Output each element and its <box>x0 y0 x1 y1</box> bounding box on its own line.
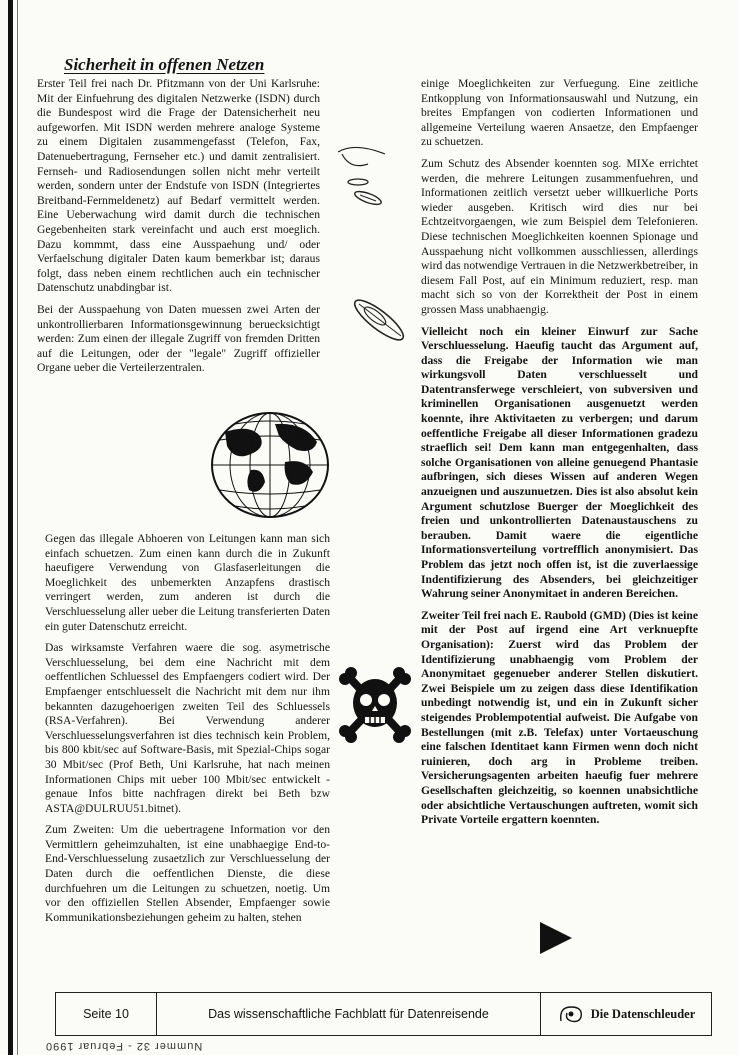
binding-line-thin <box>17 0 18 1055</box>
footer-bar <box>55 992 712 1036</box>
chaos-knot-icon <box>557 1003 585 1025</box>
ufo-icon <box>330 140 400 210</box>
paragraph: Bei der Ausspaehung von Daten muessen zwei Arten der unkontrollierbaren Informationsgewinnung beruecksichtigt werden: Zum einen der illegale Zugriff von fremden Dritten auf die Leitungen, oder der "legale" Zugriff offizieller Organe ueber die Verteilerzentralen. <box>37 302 320 375</box>
arrow-right-icon <box>538 920 574 956</box>
paragraph: Gegen das illegale Abhoeren von Leitungen kann man sich einfach schuetzen. Zum einen kann durch die in Zukunft haeufigere Verwendung von Glasfaserleitungen die Moeglichkeit des unbemerkten Anzapfens drastisch verringert werden, zum anderen ist durch die Verschluesselung aller ueber die Leitung transferierten Daten ein guter Datenschutz erreicht. <box>45 532 330 633</box>
left-column-bottom <box>45 532 330 932</box>
paragraph: Zum Zweiten: Um die uebertragene Information vor den Vermittlern geheimzuhalten, ist eine unabhaegige End-to-End-Verschluesselung zusaetzlich zur Verschluesselung der Daten durch die oeffentlichen Dienste, die diese durchfuehren um die Leitungen zu schuetzen, noetig. Um vor den offiziellen Stellen Absender, Empfaenger sowie Kommunikationsbeziehungen geheim zu halten, stehen <box>45 823 330 924</box>
paragraph: Erster Teil frei nach Dr. Pfitzmann von der Uni Karlsruhe: Mit der Einfuehrung des digitalen Netzwerke (ISDN) durch die Bundespost wird die Frage der Datensicherheit neu aufgeworfen. Mit ISDN werden mehrere analoge Systeme zu einem Digitalen zusammengefasst (Telefon, Fax, Datenuebertragung, Fernseher etc.) und damit zentralisiert. Fernseh- und Radiosendungen sollen nicht mehr verteilt werden, sondern unter der Endstufe von ISDN (Integriertes Breitband-Fernmeldenetz) auf Bedarf vermittelt werden. Eine Ueberwachung wird damit durch die technischen Gegebenheiten stark vereinfacht und auch erst moeglich. Dazu kommmt, dass eine Ausspaehung und/ oder Verfaelschung digitaler Daten kaum bemerkbar ist; daraus folgt, dass neben einem rechtlichen auch ein technischer Datenschutz unabdingbar ist. <box>37 77 320 295</box>
right-column <box>421 77 698 835</box>
brand-name: Die Datenschleuder <box>590 1006 696 1021</box>
ufo-icon <box>345 290 415 350</box>
binding-line <box>8 0 13 1055</box>
upside-down-issue-line: Nummer 32 - Februar 1990 <box>45 1040 203 1052</box>
left-column-top <box>37 77 320 383</box>
paragraph: Vielleicht noch ein kleiner Einwurf zur Sache Verschluesselung. Haeufig taucht das Argument auf, dass die Freigabe der Information wie man wirkungsvoll Daten verschluesselt und Datentransferwege verschleiert, von subversiven und kriminellen Organisationen ausgenuetzt werden koennte, ihre Aktivitaeten zu verbergen; und darum oeffentliche Freigabe all dieser Informationen gradezu straeflich sei! Dem kann man entgegenhalten, dass solche Organisationen von alleine genuegend Phantasie aufbringen, sich dieses Wissen auf anderen Wegen anzueignen und auszunuetzen. Dies ist also absolut kein Argument schutzlose Buerger der Moeglichkeit des freien und unkontrollierten Datenaustauschens zu berauben. Damit waere die eigentliche Informationsverteilung vortrefflich anonymisiert. Das Problem das jetzt noch offen ist, ist die zuverlaessige Indentifizierung des Absenders, bei gleichzeitiger Wahrung seiner Anonymitaet in anderen Bereichen. <box>421 324 698 601</box>
page-number: Seite 10 <box>56 993 157 1035</box>
page-title: Sicherheit in offenen Netzen <box>64 55 265 74</box>
skull-crossbones-icon <box>335 665 415 745</box>
footer-brand <box>541 1003 711 1025</box>
footer-tagline: Das wissenschaftliche Fachblatt für Datenreisende <box>157 993 541 1035</box>
paragraph: Zum Schutz des Absender koennten sog. MIXe errichtet werden, die mehrere Leitungen zusammenfuehren, und Informationen zeitlich versetzt ueber willkuerliche Ports wieder ausgeben. Kritisch wird dies nur bei Echtzeitvorgaengen, wie zum Beispiel dem Telefonieren. Diese technischen Moeglichkeiten koennen Spionage und Ausspaehung nicht vollkommen ausschliessen, allerdings wird das notwendige Vertrauen in die Netzwerkbetreiber, in diesem Fall Post, auf ein Minimum reduziert, resp. man macht sich so von der Korrektheit der Post in einem grossen Mass unabhaengig. <box>421 156 698 316</box>
paragraph: Zweiter Teil frei nach E. Raubold (GMD) (Dies ist keine mit der Post auf irgend eine Art verknuepfte Organisation): Zuerst wird das Problem der Identifizierung unabhaengig vom Problem der Anonymitaet gegenueber anderer Stellen diskutiert. Zwei Beispiele um zu zeigen dass diese Identifikation unbedingt notwendig ist, und ein in Zukunft sicher steigendes Problempotential aufweist. Die Aufgabe von Bestellungen (mit z.B. Telefax) unter Vortaeuschung eine falschen Identitaet kann Firmen wenn doch nicht ruinieren, doch arg in Probleme treiben. Versicherungsagenten arbeiten haeufig fuer mehrere Gesellschaften gleichzeitig, so koennen unabsichtliche oder absichtliche Vertauschungen auftreten, womit sich Private Vorteile ergattern koennten. <box>421 608 698 827</box>
paragraph: einige Moeglichkeiten zur Verfuegung. Eine zeitliche Entkopplung von Informationsauswahl und Nutzung, ein breites Empfangen von codierten Informationen und allgemeine Verteilung waeren Ansaetze, den Empfaenger zu schuetzen. <box>421 77 698 149</box>
paragraph: Das wirksamste Verfahren waere die sog. asymetrische Verschluesselung, bei dem eine Nachricht mit dem oeffentlichen Schluessel des Empfaengers codiert wird. Der Empfaenger entschluesselt die Nachricht mit dem nur ihm bekannten dazugehoerigen zweiten Teil des Schluessels (RSA-Verfahren). Bei Verwendung anderer Verschluesselungsverfahren ist dies technisch kein Problem, bis 800 kbit/sec auf Software-Basis, mit Spezial-Chips sogar 30 Mbit/sec (Prof Beth, Uni Karlsruhe, hat nach meinen Informationen Chips mit ueber 100 Mbit/sec entwickelt - genaue Infos bitte nachfragen direkt bei Beth bzw ASTA@DULRUU51.bitnet). <box>45 641 330 815</box>
globe-icon <box>205 410 335 520</box>
